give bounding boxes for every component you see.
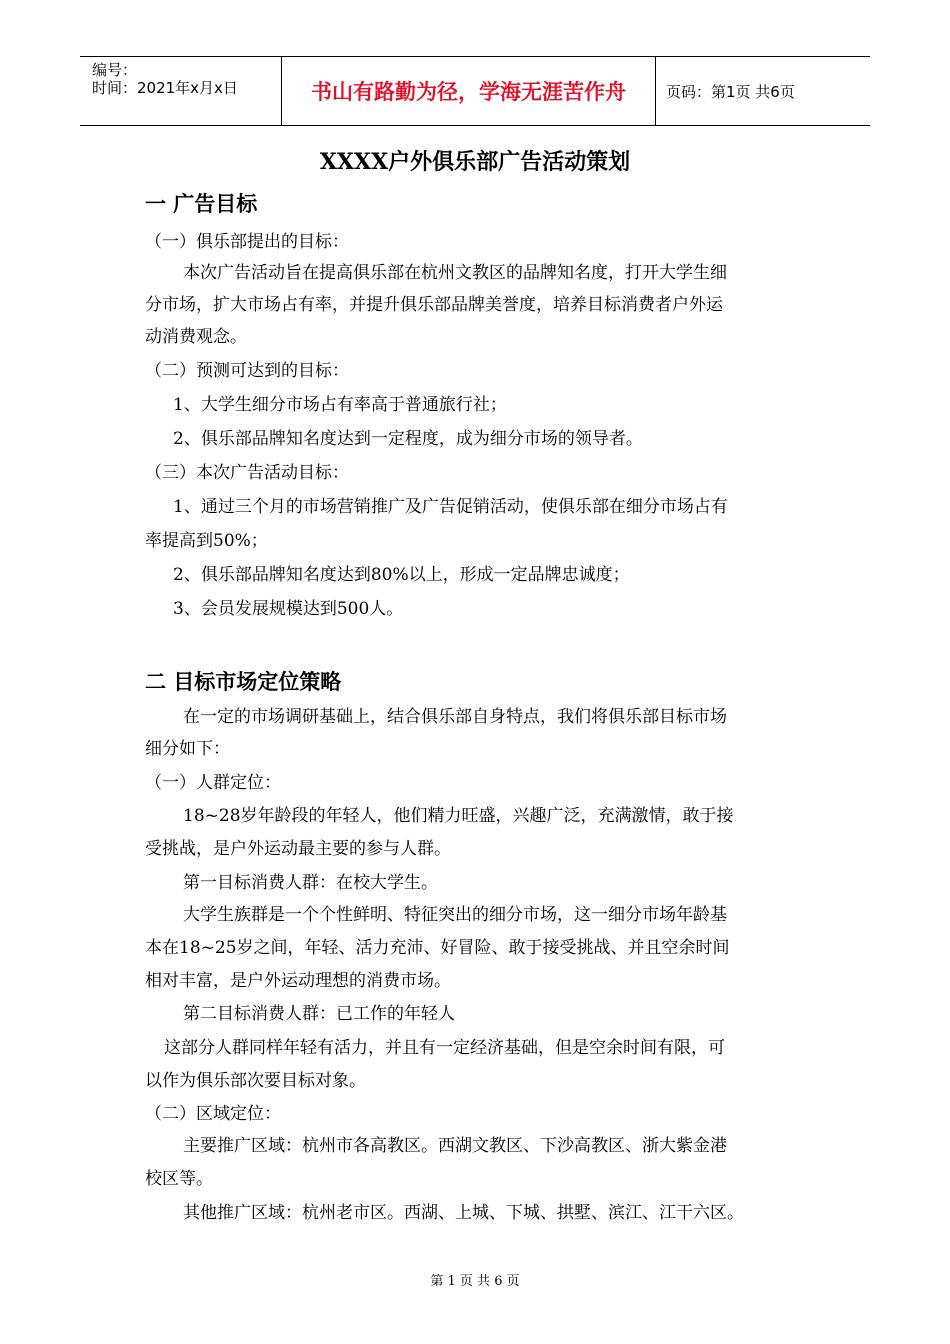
paragraph-line: 校区等。	[145, 1169, 213, 1189]
paragraph-line: 1、通过三个月的市场营销推广及广告促销活动，使俱乐部在细分市场占有	[173, 497, 728, 517]
paragraph-line: （二）预测可达到的目标：	[145, 361, 349, 381]
paragraph-line: 细分如下：	[145, 739, 230, 759]
header-table	[80, 56, 870, 126]
paragraph-line: 本在18~25岁之间，年轻、活力充沛、好冒险、敢于接受挑战、并且空余时间	[145, 938, 730, 958]
time-label: 时间：2021年x月x日	[92, 79, 238, 97]
paragraph-line: （三）本次广告活动目标：	[145, 463, 349, 483]
paragraph-line: 本次广告活动旨在提高俱乐部在杭州文教区的品牌知名度，打开大学生细	[183, 263, 727, 283]
header-left-cell	[80, 57, 282, 125]
paragraph-line: 这部分人群同样年轻有活力，并且有一定经济基础，但是空余时间有限，可	[164, 1038, 725, 1058]
paragraph-line: （一）俱乐部提出的目标：	[145, 232, 349, 252]
paragraph-line: 主要推广区域：杭州市各高教区。西湖文教区、下沙高教区、浙大紫金港	[183, 1136, 727, 1156]
page-footer: 第 1 页 共 6 页	[430, 1274, 520, 1289]
paragraph-line: 3、会员发展规模达到500人。	[173, 599, 404, 619]
paragraph-line: 2、俱乐部品牌知名度达到80%以上，形成一定品牌忠诚度；	[173, 565, 630, 585]
paragraph-line: 1、大学生细分市场占有率高于普通旅行社；	[173, 395, 507, 415]
paragraph-line: 在一定的市场调研基础上，结合俱乐部自身特点，我们将俱乐部目标市场	[183, 707, 727, 727]
paragraph-line: 率提高到50%；	[145, 531, 268, 551]
paragraph-line: 18~28岁年龄段的年轻人，他们精力旺盛，兴趣广泛，充满激情，敢于接	[183, 806, 734, 826]
paragraph-line: 第二目标消费人群：已工作的年轻人	[183, 1004, 455, 1024]
motto: 书山有路勤为径，学海无涯苦作舟	[311, 80, 626, 104]
paragraph-line: 动消费观念。	[145, 327, 247, 347]
header-motto-cell	[282, 57, 656, 125]
number-label: 编号：	[92, 61, 138, 79]
paragraph-line: （一）人群定位：	[145, 773, 281, 793]
paragraph-line: 受挑战，是户外运动最主要的参与人群。	[145, 839, 451, 859]
paragraph-line: 以作为俱乐部次要目标对象。	[145, 1071, 366, 1091]
paragraph-line: 大学生族群是一个个性鲜明、特征突出的细分市场，这一细分市场年龄基	[183, 905, 727, 925]
section-heading-2: 二 目标市场定位策略	[145, 670, 342, 694]
document-title: XXXX户外俱乐部广告活动策划	[319, 149, 631, 175]
paragraph-line: 分市场，扩大市场占有率，并提升俱乐部品牌美誉度，培养目标消费者户外运	[145, 295, 723, 315]
header-page-cell	[656, 57, 870, 125]
paragraph-line: 2、俱乐部品牌知名度达到一定程度，成为细分市场的领导者。	[173, 429, 643, 449]
paragraph-line: 其他推广区域：杭州老市区。西湖、上城、下城、拱墅、滨江、江干六区。	[183, 1203, 744, 1223]
page-info: 页码：第1页 共6页	[666, 83, 795, 101]
paragraph-line: 第一目标消费人群：在校大学生。	[183, 873, 438, 893]
paragraph-line: （二）区域定位：	[145, 1104, 281, 1124]
paragraph-line: 相对丰富，是户外运动理想的消费市场。	[145, 971, 451, 991]
section-heading-1: 一 广告目标	[145, 192, 258, 216]
